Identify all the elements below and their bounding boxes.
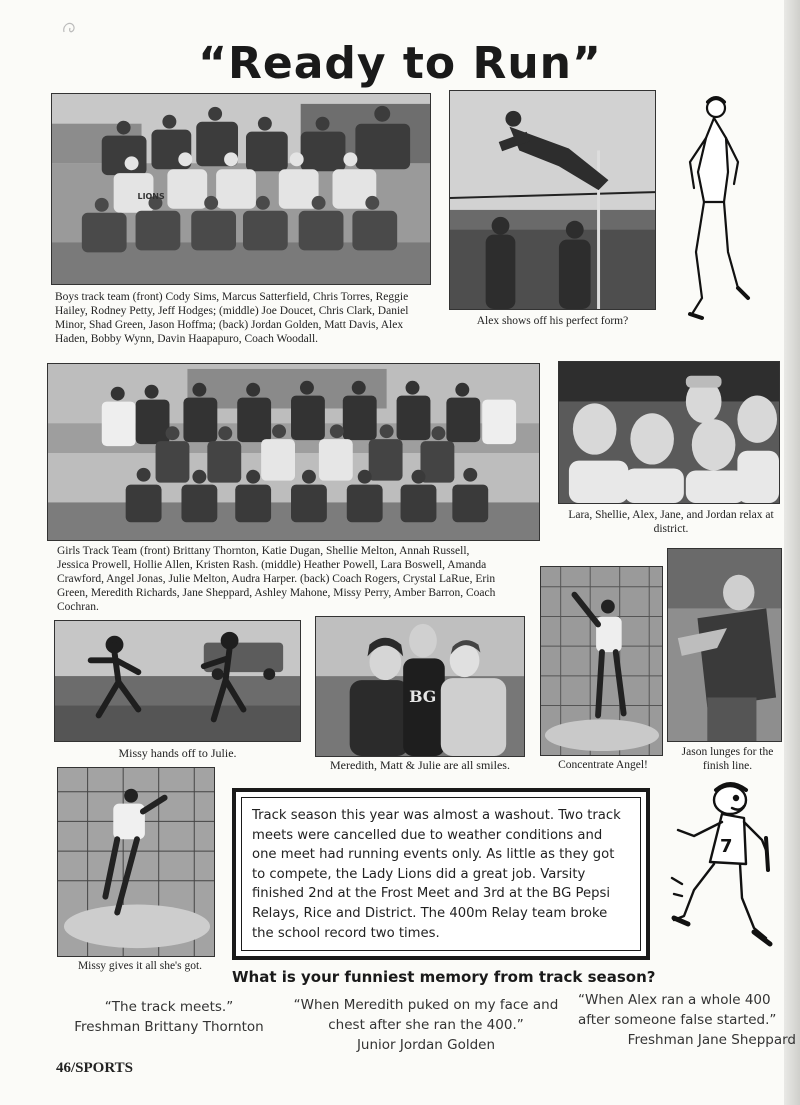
lions-shirt-text: LIONS	[137, 191, 165, 201]
girls-team-caption: Girls Track Team (front) Brittany Thornton, Katie Dugan, Shellie Melton, Annah Russell, Jessica Prowell, Hollie Allen, Kristen Rash. (middle) Heather Powell, Lara Boswell, Amanda Crawford, Angel Jonas, Julie Melton, Audra Harper. (back) Coach Rogers, Crystal LaRue, Erin Green, Meredith Richards, Jane Sheppard, Ashley Mahone, Missy Perry, Amber Barron, Coach Cochran.	[57, 545, 496, 613]
quote-2-text: “When Meredith puked on my face and chest after she ran the 400.”	[293, 997, 559, 1033]
svg-text:7: 7	[720, 836, 733, 857]
corner-scribble	[60, 18, 82, 40]
page-title: “Ready to Run”	[198, 38, 602, 89]
missy-throw-photo	[57, 767, 215, 957]
missy-throw-caption: Missy gives it all she's got.	[77, 960, 203, 972]
district-relax-photo	[558, 361, 780, 504]
angel-caption: Concentrate Angel!	[558, 759, 648, 771]
boys-team-photo	[51, 93, 431, 285]
quote-3	[578, 990, 796, 1050]
jason-finish-photo	[667, 548, 782, 742]
page-footer: 46/SPORTS	[56, 1060, 133, 1076]
angel-discus-photo	[540, 566, 663, 756]
smiles-photo	[315, 616, 525, 757]
quote-question: What is your funniest memory from track season?	[232, 968, 656, 986]
runner-sketch-illustration	[676, 92, 752, 324]
quote-3-text: “When Alex ran a whole 400 after someone false started.”	[578, 992, 777, 1028]
page-edge	[784, 0, 800, 1105]
smiles-caption: Meredith, Matt & Julie are all smiles.	[330, 758, 510, 772]
girls-team-photo	[47, 363, 540, 541]
missy-handoff-caption: Missy hands off to Julie.	[118, 746, 237, 760]
bg-shirt-text: BG	[409, 686, 437, 706]
alex-caption: Alex shows off his perfect form?	[476, 315, 629, 327]
quote-3-author: Freshman Jane Sheppard	[627, 1032, 796, 1048]
jason-caption: Jason lunges for the finish line.	[681, 746, 774, 772]
district-caption: Lara, Shellie, Alex, Jane, and Jordan relax at district.	[568, 509, 774, 535]
quote-1	[58, 997, 280, 1037]
cartoon-runner-illustration	[670, 778, 780, 958]
story-text: Track season this year was almost a washout. Two track meets were cancelled due to weather conditions and one meet had running events only. As little as they got to compete, the Lady Lions did a great job. Varsity finished 2nd at the Frost Meet and 3rd at the BG Pepsi Relays, Rice and District. The 400m Relay team broke the school record two times.	[241, 797, 641, 951]
quote-2-author: Junior Jordan Golden	[356, 1037, 496, 1053]
boys-team-caption: Boys track team (front) Cody Sims, Marcus Satterfield, Chris Torres, Reggie Hailey, Rodney Petty, Jeff Hodges; (middle) Joe Doucet, Chris Clark, Daniel Minor, Shad Green, Jason Hoffma; (back) Jordan Golden, Matt Davis, Alex Haden, Bobby Wynn, Davin Haapapuro, Coach Woodall.	[55, 291, 409, 345]
alex-high-jump-photo	[449, 90, 656, 310]
story-box	[232, 788, 650, 960]
quote-1-text: “The track meets.”	[104, 999, 234, 1015]
missy-handoff-photo	[54, 620, 301, 742]
quote-1-author: Freshman Brittany Thornton	[74, 1019, 264, 1035]
quote-2	[282, 995, 570, 1055]
